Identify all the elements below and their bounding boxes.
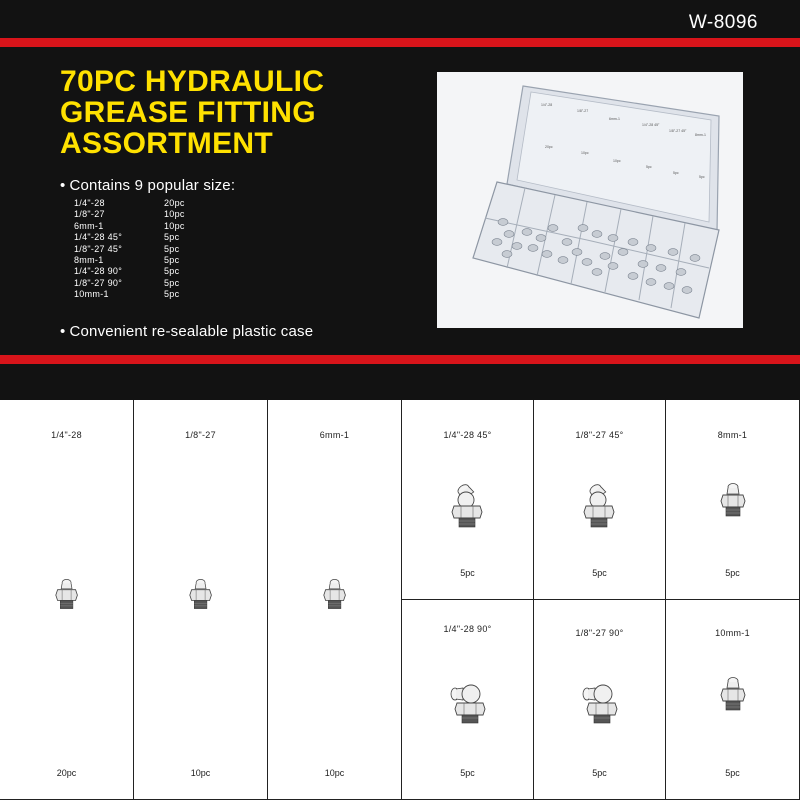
compartment-cell — [0, 400, 134, 800]
spec-qty: 10pc — [164, 209, 185, 220]
fitting-blob — [608, 263, 618, 270]
fitting-blob — [512, 243, 522, 250]
compartment-size-label: 10mm-1 — [715, 628, 750, 638]
lid-label: 1/4"-28 45° — [642, 123, 660, 127]
fitting-blob — [492, 239, 502, 246]
fitting-blob — [600, 253, 610, 260]
spec-table — [74, 198, 204, 301]
spec-qty: 10pc — [164, 220, 185, 231]
spec-size: 1/8"-27 45° — [74, 243, 123, 254]
spec-size: 1/8"-27 — [74, 209, 105, 220]
fitting-blob — [522, 229, 532, 236]
spec-size: 1/4"-28 90° — [74, 266, 123, 277]
lid-label: 1/8"-27 45° — [669, 129, 687, 133]
bullet-dot-icon: • — [60, 177, 66, 194]
compartment-qty-label: 5pc — [592, 568, 607, 578]
compartment-cell — [666, 400, 800, 600]
compartment-qty-label: 5pc — [725, 568, 740, 578]
compartment-cell — [534, 600, 666, 800]
fitting-blob — [578, 225, 588, 232]
spec-qty: 5pc — [164, 254, 180, 265]
bullet-case — [60, 323, 313, 340]
fitting-blob — [646, 279, 656, 286]
fitting-blob — [668, 249, 678, 256]
compartment-size-label: 1/4"-28 90° — [443, 624, 492, 634]
model-number: W-8096 — [688, 12, 758, 33]
spec-size: 8mm-1 — [74, 254, 104, 265]
spec-row — [74, 198, 204, 209]
spec-size: 1/4"-28 — [74, 198, 105, 208]
lid-label: 1/8"-27 — [577, 109, 589, 113]
angle-90-fitting-icon — [579, 678, 621, 729]
straight-fitting-icon — [322, 578, 347, 615]
spec-row — [74, 232, 204, 243]
spec-row — [74, 244, 204, 255]
fitting-blob — [608, 235, 618, 242]
compartment-qty-label: 5pc — [460, 568, 475, 578]
plastic-case-image — [437, 72, 743, 328]
fitting-blob — [592, 269, 602, 276]
bullet-dot-icon: • — [60, 323, 66, 340]
product-photo — [437, 72, 743, 328]
title-line-1: 70PC HYDRAULIC — [60, 65, 325, 98]
fitting-blob — [498, 219, 508, 226]
compartment-cell — [268, 400, 402, 800]
fitting-blob — [682, 287, 692, 294]
compartment-size-label: 1/8"-27 90° — [575, 628, 624, 638]
compartment-cell — [134, 400, 268, 800]
product-title — [60, 66, 324, 159]
spec-row — [74, 209, 204, 220]
compartment-cell — [402, 400, 534, 600]
spec-row — [74, 266, 204, 277]
compartment-cell — [402, 600, 534, 800]
fitting-blob — [592, 231, 602, 238]
bullet-sizes-text: Contains 9 popular size: — [69, 177, 236, 194]
bullet-sizes — [60, 177, 235, 194]
angle-45-fitting-icon — [580, 482, 620, 533]
lid-qty: 20pc — [545, 145, 553, 149]
compartment-grid — [0, 400, 800, 800]
fitting-blob — [504, 231, 514, 238]
fitting-blob — [638, 261, 648, 268]
lid-label: 1/4"-28 — [541, 103, 553, 107]
fitting-blob — [502, 251, 512, 258]
fitting-blob — [676, 269, 686, 276]
fitting-blob — [542, 251, 552, 258]
straight-fitting-icon — [719, 676, 747, 717]
red-stripe-bottom — [0, 355, 800, 364]
compartment-size-label: 6mm-1 — [319, 430, 350, 440]
fitting-blob — [582, 259, 592, 266]
lid-qty: 5pc — [699, 175, 705, 179]
title-line-2: GREASE FITTING — [60, 96, 316, 129]
fitting-blob — [656, 265, 666, 272]
spec-qty: 5pc — [164, 277, 180, 288]
fitting-blob — [572, 249, 582, 256]
fitting-blob — [562, 239, 572, 246]
compartment-size-label: 1/4"-28 45° — [443, 430, 492, 440]
straight-fitting-icon — [188, 578, 213, 615]
spec-qty: 5pc — [164, 243, 180, 254]
fitting-blob — [628, 273, 638, 280]
title-line-3: ASSORTMENT — [60, 127, 273, 160]
spec-size: 1/8"-27 90° — [74, 277, 123, 288]
fitting-blob — [528, 245, 538, 252]
spec-row — [74, 255, 204, 266]
spec-size: 10mm-1 — [74, 289, 109, 300]
fitting-blob — [536, 235, 546, 242]
fitting-blob — [664, 283, 674, 290]
compartment-qty-label: 10pc — [324, 768, 345, 778]
lid-qty: 10pc — [581, 151, 589, 155]
lid-qty: 10pc — [613, 159, 621, 163]
compartment-qty-label: 5pc — [592, 768, 607, 778]
fitting-blob — [690, 255, 700, 262]
spec-qty: 5pc — [164, 232, 180, 243]
fitting-blob — [646, 245, 656, 252]
angle-90-fitting-icon — [447, 678, 489, 729]
fitting-blob — [618, 249, 628, 256]
compartment-qty-label: 5pc — [460, 768, 475, 778]
compartment-cell — [534, 400, 666, 600]
compartment-qty-label: 5pc — [725, 768, 740, 778]
compartment-qty-label: 10pc — [190, 768, 211, 778]
compartment-size-label: 8mm-1 — [717, 430, 748, 440]
straight-fitting-icon — [54, 578, 79, 615]
fitting-blob — [548, 225, 558, 232]
lid-label: 6mm-1 — [609, 117, 620, 121]
fitting-blob — [558, 257, 568, 264]
spec-size: 6mm-1 — [74, 220, 104, 231]
spec-row — [74, 289, 204, 300]
lid-qty: 5pc — [646, 165, 652, 169]
compartment-size-label: 1/4"-28 — [51, 430, 82, 440]
bullet-case-text: Convenient re-sealable plastic case — [69, 323, 314, 340]
spec-row — [74, 278, 204, 289]
fitting-blob — [628, 239, 638, 246]
lid-qty: 5pc — [673, 171, 679, 175]
spec-qty: 5pc — [164, 266, 180, 277]
spec-row — [74, 221, 204, 232]
spec-qty: 20pc — [164, 198, 185, 208]
lid-label: 8mm-1 — [695, 133, 706, 137]
angle-45-fitting-icon — [448, 482, 488, 533]
red-stripe-top — [0, 38, 800, 47]
spec-size: 1/4"-28 45° — [74, 232, 123, 243]
compartment-size-label: 1/8"-27 — [185, 430, 216, 440]
compartment-cell — [666, 600, 800, 800]
spec-qty: 5pc — [164, 289, 180, 300]
compartment-size-label: 1/8"-27 45° — [575, 430, 624, 440]
straight-fitting-icon — [719, 482, 747, 523]
compartment-qty-label: 20pc — [56, 768, 77, 778]
